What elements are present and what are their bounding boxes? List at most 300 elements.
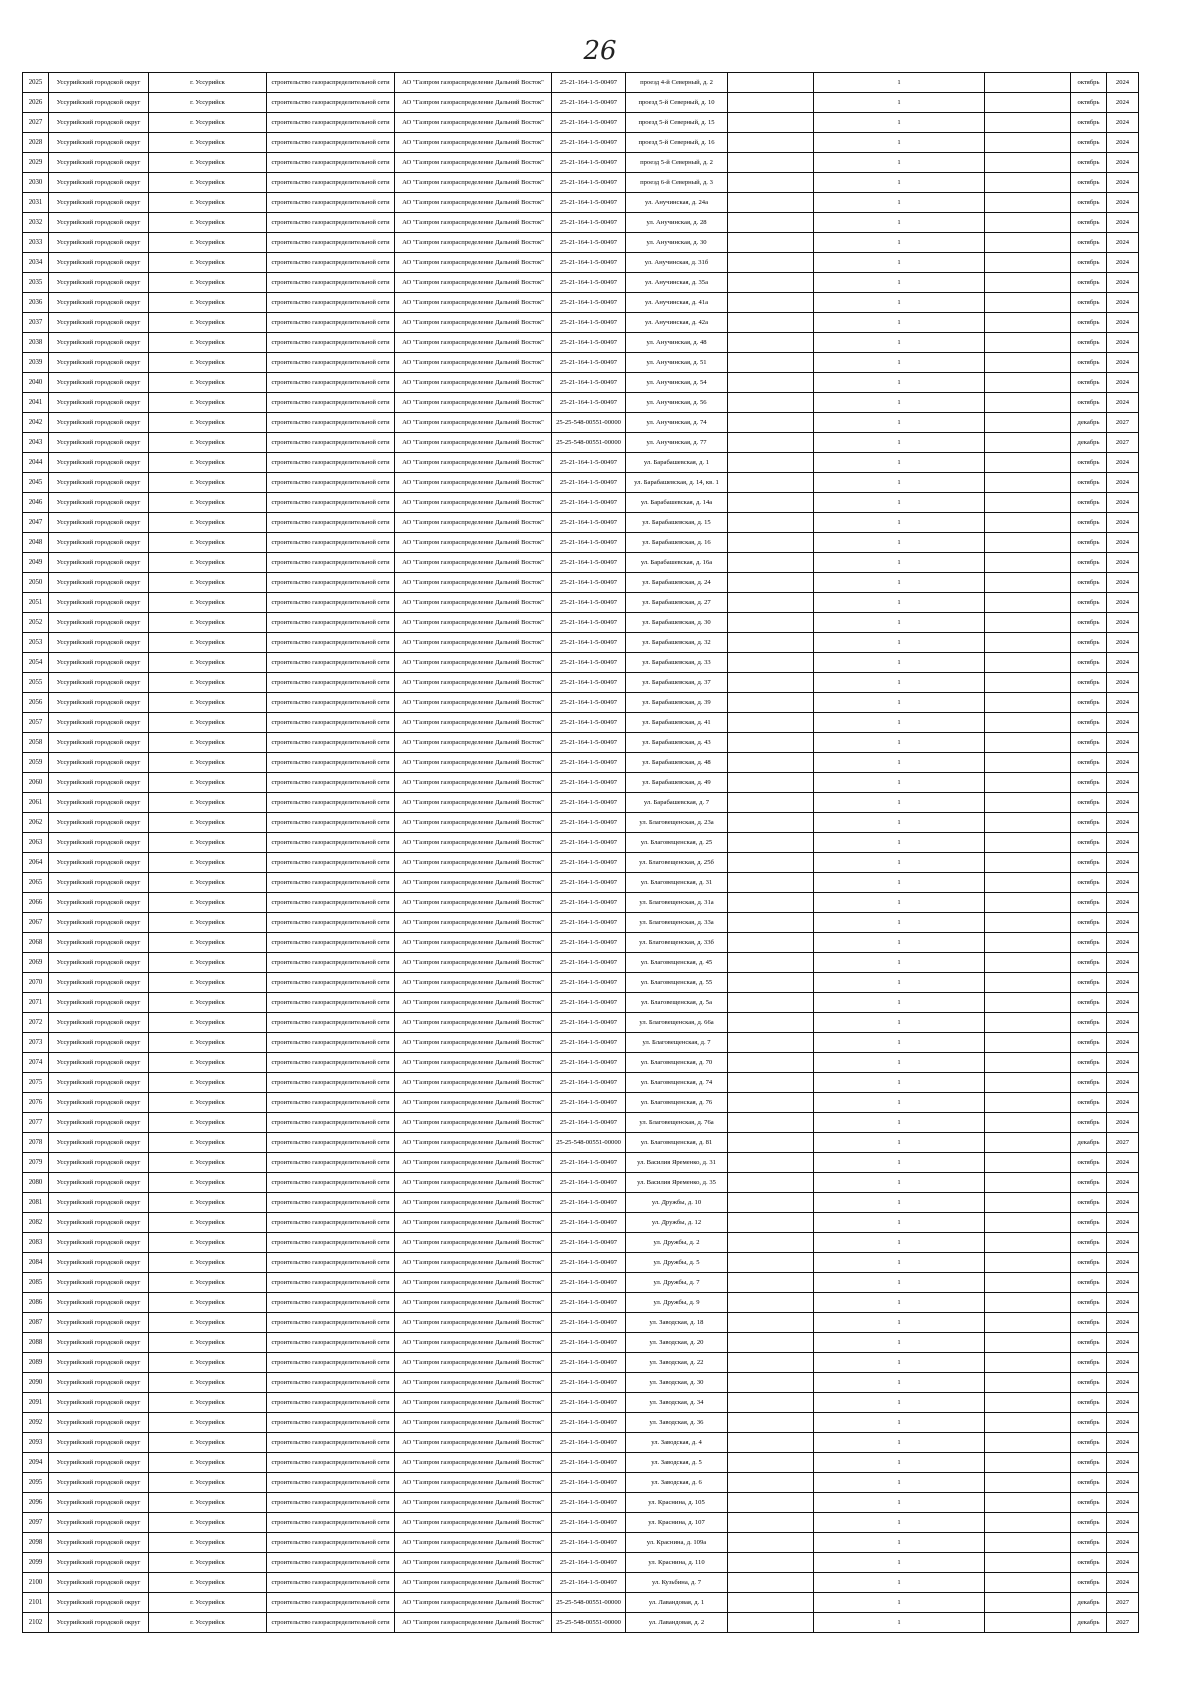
object-count-cell: 1 bbox=[814, 873, 985, 893]
empty-cell bbox=[985, 1053, 1071, 1073]
address-cell: ул. Барабашевская, д. 16 bbox=[626, 533, 728, 553]
operator-cell: АО "Газпром газораспределение Дальний Восток" bbox=[395, 153, 552, 173]
municipality-cell: Уссурийский городской округ bbox=[49, 193, 149, 213]
empty-cell bbox=[728, 793, 814, 813]
year-cell: 2024 bbox=[1107, 593, 1139, 613]
row-number: 2060 bbox=[23, 773, 49, 793]
operator-cell: АО "Газпром газораспределение Дальний Восток" bbox=[395, 573, 552, 593]
registration-number-cell: 25-21-164-1-5-00497 bbox=[552, 353, 626, 373]
operator-cell: АО "Газпром газораспределение Дальний Восток" bbox=[395, 393, 552, 413]
registration-number-cell: 25-21-164-1-5-00497 bbox=[552, 193, 626, 213]
municipality-cell: Уссурийский городской округ bbox=[49, 233, 149, 253]
municipality-cell: Уссурийский городской округ bbox=[49, 153, 149, 173]
object-count-cell: 1 bbox=[814, 1053, 985, 1073]
city-cell: г. Уссурийск bbox=[149, 1433, 267, 1453]
month-cell: октябрь bbox=[1071, 1153, 1107, 1173]
empty-cell bbox=[728, 633, 814, 653]
year-cell: 2024 bbox=[1107, 393, 1139, 413]
work-type-cell: строительство газораспределительной сети bbox=[267, 1473, 395, 1493]
month-cell: октябрь bbox=[1071, 993, 1107, 1013]
table-row bbox=[23, 953, 1139, 973]
operator-cell: АО "Газпром газораспределение Дальний Восток" bbox=[395, 813, 552, 833]
operator-cell: АО "Газпром газораспределение Дальний Восток" bbox=[395, 1413, 552, 1433]
city-cell: г. Уссурийск bbox=[149, 1153, 267, 1173]
registration-number-cell: 25-25-548-00551-00000 bbox=[552, 433, 626, 453]
registration-number-cell: 25-21-164-1-5-00497 bbox=[552, 113, 626, 133]
empty-cell bbox=[985, 213, 1071, 233]
address-cell: ул. Лавандовая, д. 1 bbox=[626, 1593, 728, 1613]
year-cell: 2027 bbox=[1107, 433, 1139, 453]
empty-cell bbox=[985, 1493, 1071, 1513]
work-type-cell: строительство газораспределительной сети bbox=[267, 853, 395, 873]
table-row bbox=[23, 1353, 1139, 1373]
work-type-cell: строительство газораспределительной сети bbox=[267, 1513, 395, 1533]
month-cell: октябрь bbox=[1071, 493, 1107, 513]
municipality-cell: Уссурийский городской округ bbox=[49, 1493, 149, 1513]
object-count-cell: 1 bbox=[814, 533, 985, 553]
year-cell: 2024 bbox=[1107, 1493, 1139, 1513]
row-number: 2059 bbox=[23, 753, 49, 773]
year-cell: 2024 bbox=[1107, 73, 1139, 93]
city-cell: г. Уссурийск bbox=[149, 1393, 267, 1413]
month-cell: октябрь bbox=[1071, 333, 1107, 353]
operator-cell: АО "Газпром газораспределение Дальний Восток" bbox=[395, 1093, 552, 1113]
empty-cell bbox=[985, 473, 1071, 493]
work-type-cell: строительство газораспределительной сети bbox=[267, 1113, 395, 1133]
operator-cell: АО "Газпром газораспределение Дальний Восток" bbox=[395, 553, 552, 573]
municipality-cell: Уссурийский городской округ bbox=[49, 1513, 149, 1533]
empty-cell bbox=[728, 1613, 814, 1633]
table-row bbox=[23, 1453, 1139, 1473]
municipality-cell: Уссурийский городской округ bbox=[49, 553, 149, 573]
registration-number-cell: 25-21-164-1-5-00497 bbox=[552, 1493, 626, 1513]
work-type-cell: строительство газораспределительной сети bbox=[267, 813, 395, 833]
municipality-cell: Уссурийский городской округ bbox=[49, 433, 149, 453]
month-cell: октябрь bbox=[1071, 973, 1107, 993]
municipality-cell: Уссурийский городской округ bbox=[49, 813, 149, 833]
municipality-cell: Уссурийский городской округ bbox=[49, 1193, 149, 1213]
work-type-cell: строительство газораспределительной сети bbox=[267, 753, 395, 773]
year-cell: 2024 bbox=[1107, 353, 1139, 373]
empty-cell bbox=[728, 893, 814, 913]
registration-number-cell: 25-25-548-00551-00000 bbox=[552, 1133, 626, 1153]
year-cell: 2024 bbox=[1107, 533, 1139, 553]
month-cell: октябрь bbox=[1071, 533, 1107, 553]
municipality-cell: Уссурийский городской округ bbox=[49, 773, 149, 793]
city-cell: г. Уссурийск bbox=[149, 973, 267, 993]
empty-cell bbox=[728, 1253, 814, 1273]
operator-cell: АО "Газпром газораспределение Дальний Восток" bbox=[395, 1553, 552, 1573]
year-cell: 2024 bbox=[1107, 1053, 1139, 1073]
row-number: 2098 bbox=[23, 1533, 49, 1553]
row-number: 2047 bbox=[23, 513, 49, 533]
year-cell: 2024 bbox=[1107, 113, 1139, 133]
year-cell: 2024 bbox=[1107, 273, 1139, 293]
registration-number-cell: 25-21-164-1-5-00497 bbox=[552, 333, 626, 353]
table-row bbox=[23, 1513, 1139, 1533]
city-cell: г. Уссурийск bbox=[149, 633, 267, 653]
municipality-cell: Уссурийский городской округ bbox=[49, 313, 149, 333]
municipality-cell: Уссурийский городской округ bbox=[49, 933, 149, 953]
city-cell: г. Уссурийск bbox=[149, 133, 267, 153]
row-number: 2082 bbox=[23, 1213, 49, 1233]
registration-number-cell: 25-21-164-1-5-00497 bbox=[552, 1353, 626, 1373]
year-cell: 2024 bbox=[1107, 953, 1139, 973]
work-type-cell: строительство газораспределительной сети bbox=[267, 1093, 395, 1113]
row-number: 2056 bbox=[23, 693, 49, 713]
month-cell: октябрь bbox=[1071, 1213, 1107, 1233]
city-cell: г. Уссурийск bbox=[149, 273, 267, 293]
city-cell: г. Уссурийск bbox=[149, 293, 267, 313]
municipality-cell: Уссурийский городской округ bbox=[49, 833, 149, 853]
object-count-cell: 1 bbox=[814, 1173, 985, 1193]
empty-cell bbox=[728, 1073, 814, 1093]
registration-number-cell: 25-25-548-00551-00000 bbox=[552, 1593, 626, 1613]
address-cell: ул. Благовещенская, д. 25 bbox=[626, 833, 728, 853]
empty-cell bbox=[728, 1093, 814, 1113]
year-cell: 2024 bbox=[1107, 1093, 1139, 1113]
table-row bbox=[23, 1013, 1139, 1033]
year-cell: 2024 bbox=[1107, 93, 1139, 113]
empty-cell bbox=[985, 293, 1071, 313]
operator-cell: АО "Газпром газораспределение Дальний Восток" bbox=[395, 173, 552, 193]
row-number: 2064 bbox=[23, 853, 49, 873]
year-cell: 2024 bbox=[1107, 1313, 1139, 1333]
registration-number-cell: 25-21-164-1-5-00497 bbox=[552, 1193, 626, 1213]
table-row bbox=[23, 233, 1139, 253]
work-type-cell: строительство газораспределительной сети bbox=[267, 313, 395, 333]
object-count-cell: 1 bbox=[814, 353, 985, 373]
registration-number-cell: 25-21-164-1-5-00497 bbox=[552, 1553, 626, 1573]
municipality-cell: Уссурийский городской округ bbox=[49, 633, 149, 653]
empty-cell bbox=[985, 913, 1071, 933]
row-number: 2053 bbox=[23, 633, 49, 653]
address-cell: ул. Барабашевская, д. 16а bbox=[626, 553, 728, 573]
table-row bbox=[23, 333, 1139, 353]
municipality-cell: Уссурийский городской округ bbox=[49, 1173, 149, 1193]
registration-number-cell: 25-21-164-1-5-00497 bbox=[552, 1513, 626, 1533]
registration-number-cell: 25-21-164-1-5-00497 bbox=[552, 393, 626, 413]
empty-cell bbox=[728, 1293, 814, 1313]
year-cell: 2024 bbox=[1107, 253, 1139, 273]
row-number: 2048 bbox=[23, 533, 49, 553]
address-cell: ул. Заводская, д. 5 bbox=[626, 1453, 728, 1473]
operator-cell: АО "Газпром газораспределение Дальний Восток" bbox=[395, 1433, 552, 1453]
object-count-cell: 1 bbox=[814, 993, 985, 1013]
operator-cell: АО "Газпром газораспределение Дальний Восток" bbox=[395, 1013, 552, 1033]
row-number: 2037 bbox=[23, 313, 49, 333]
city-cell: г. Уссурийск bbox=[149, 1593, 267, 1613]
work-type-cell: строительство газораспределительной сети bbox=[267, 873, 395, 893]
work-type-cell: строительство газораспределительной сети bbox=[267, 393, 395, 413]
address-cell: ул. Заводская, д. 20 bbox=[626, 1333, 728, 1353]
row-number: 2063 bbox=[23, 833, 49, 853]
month-cell: октябрь bbox=[1071, 1553, 1107, 1573]
year-cell: 2024 bbox=[1107, 313, 1139, 333]
month-cell: октябрь bbox=[1071, 1473, 1107, 1493]
address-cell: ул. Барабашевская, д. 33 bbox=[626, 653, 728, 673]
year-cell: 2024 bbox=[1107, 633, 1139, 653]
table-row bbox=[23, 753, 1139, 773]
address-cell: ул. Анучинская, д. 54 bbox=[626, 373, 728, 393]
city-cell: г. Уссурийск bbox=[149, 1233, 267, 1253]
municipality-cell: Уссурийский городской округ bbox=[49, 1553, 149, 1573]
operator-cell: АО "Газпром газораспределение Дальний Восток" bbox=[395, 1213, 552, 1233]
city-cell: г. Уссурийск bbox=[149, 813, 267, 833]
table-row bbox=[23, 313, 1139, 333]
row-number: 2085 bbox=[23, 1273, 49, 1293]
row-number: 2080 bbox=[23, 1173, 49, 1193]
object-count-cell: 1 bbox=[814, 1613, 985, 1633]
object-count-cell: 1 bbox=[814, 793, 985, 813]
empty-cell bbox=[985, 1073, 1071, 1093]
month-cell: октябрь bbox=[1071, 253, 1107, 273]
month-cell: октябрь bbox=[1071, 1173, 1107, 1193]
operator-cell: АО "Газпром газораспределение Дальний Восток" bbox=[395, 473, 552, 493]
address-cell: ул. Барабашевская, д. 32 bbox=[626, 633, 728, 653]
year-cell: 2024 bbox=[1107, 1433, 1139, 1453]
registration-number-cell: 25-21-164-1-5-00497 bbox=[552, 373, 626, 393]
empty-cell bbox=[985, 273, 1071, 293]
address-cell: ул. Благовещенская, д. 81 bbox=[626, 1133, 728, 1153]
month-cell: декабрь bbox=[1071, 413, 1107, 433]
row-number: 2041 bbox=[23, 393, 49, 413]
row-number: 2095 bbox=[23, 1473, 49, 1493]
municipality-cell: Уссурийский городской округ bbox=[49, 573, 149, 593]
operator-cell: АО "Газпром газораспределение Дальний Восток" bbox=[395, 713, 552, 733]
municipality-cell: Уссурийский городской округ bbox=[49, 1533, 149, 1553]
month-cell: октябрь bbox=[1071, 513, 1107, 533]
year-cell: 2027 bbox=[1107, 1613, 1139, 1633]
year-cell: 2024 bbox=[1107, 373, 1139, 393]
month-cell: октябрь bbox=[1071, 773, 1107, 793]
work-type-cell: строительство газораспределительной сети bbox=[267, 153, 395, 173]
empty-cell bbox=[985, 733, 1071, 753]
city-cell: г. Уссурийск bbox=[149, 353, 267, 373]
operator-cell: АО "Газпром газораспределение Дальний Восток" bbox=[395, 353, 552, 373]
city-cell: г. Уссурийск bbox=[149, 1273, 267, 1293]
table-row bbox=[23, 1533, 1139, 1553]
city-cell: г. Уссурийск bbox=[149, 553, 267, 573]
table-row bbox=[23, 1033, 1139, 1053]
empty-cell bbox=[985, 613, 1071, 633]
municipality-cell: Уссурийский городской округ bbox=[49, 913, 149, 933]
empty-cell bbox=[728, 173, 814, 193]
empty-cell bbox=[985, 253, 1071, 273]
month-cell: октябрь bbox=[1071, 1393, 1107, 1413]
city-cell: г. Уссурийск bbox=[149, 593, 267, 613]
work-type-cell: строительство газораспределительной сети bbox=[267, 413, 395, 433]
empty-cell bbox=[985, 953, 1071, 973]
empty-cell bbox=[985, 1193, 1071, 1213]
empty-cell bbox=[728, 133, 814, 153]
row-number: 2038 bbox=[23, 333, 49, 353]
table-row bbox=[23, 893, 1139, 913]
work-type-cell: строительство газораспределительной сети bbox=[267, 973, 395, 993]
object-count-cell: 1 bbox=[814, 373, 985, 393]
year-cell: 2024 bbox=[1107, 753, 1139, 773]
year-cell: 2024 bbox=[1107, 333, 1139, 353]
month-cell: октябрь bbox=[1071, 933, 1107, 953]
object-count-cell: 1 bbox=[814, 233, 985, 253]
address-cell: ул. Барабашевская, д. 39 bbox=[626, 693, 728, 713]
row-number: 2030 bbox=[23, 173, 49, 193]
empty-cell bbox=[985, 133, 1071, 153]
registration-number-cell: 25-21-164-1-5-00497 bbox=[552, 1173, 626, 1193]
municipality-cell: Уссурийский городской округ bbox=[49, 213, 149, 233]
empty-cell bbox=[985, 1593, 1071, 1613]
address-cell: проезд 4-й Северный, д. 2 bbox=[626, 73, 728, 93]
city-cell: г. Уссурийск bbox=[149, 673, 267, 693]
operator-cell: АО "Газпром газораспределение Дальний Восток" bbox=[395, 1273, 552, 1293]
city-cell: г. Уссурийск bbox=[149, 1013, 267, 1033]
operator-cell: АО "Газпром газораспределение Дальний Восток" bbox=[395, 933, 552, 953]
operator-cell: АО "Газпром газораспределение Дальний Восток" bbox=[395, 1313, 552, 1333]
city-cell: г. Уссурийск bbox=[149, 373, 267, 393]
registration-number-cell: 25-21-164-1-5-00497 bbox=[552, 1073, 626, 1093]
registration-number-cell: 25-21-164-1-5-00497 bbox=[552, 773, 626, 793]
registration-number-cell: 25-21-164-1-5-00497 bbox=[552, 1053, 626, 1073]
address-cell: ул. Анучинская, д. 48 bbox=[626, 333, 728, 353]
object-count-cell: 1 bbox=[814, 893, 985, 913]
municipality-cell: Уссурийский городской округ bbox=[49, 653, 149, 673]
object-count-cell: 1 bbox=[814, 513, 985, 533]
city-cell: г. Уссурийск bbox=[149, 833, 267, 853]
municipality-cell: Уссурийский городской округ bbox=[49, 393, 149, 413]
empty-cell bbox=[728, 553, 814, 573]
work-type-cell: строительство газораспределительной сети bbox=[267, 1053, 395, 1073]
address-cell: ул. Барабашевская, д. 37 bbox=[626, 673, 728, 693]
row-number: 2043 bbox=[23, 433, 49, 453]
registration-number-cell: 25-21-164-1-5-00497 bbox=[552, 1113, 626, 1133]
operator-cell: АО "Газпром газораспределение Дальний Восток" bbox=[395, 893, 552, 913]
operator-cell: АО "Газпром газораспределение Дальний Восток" bbox=[395, 133, 552, 153]
object-count-cell: 1 bbox=[814, 693, 985, 713]
empty-cell bbox=[728, 1033, 814, 1053]
operator-cell: АО "Газпром газораспределение Дальний Восток" bbox=[395, 673, 552, 693]
work-type-cell: строительство газораспределительной сети bbox=[267, 913, 395, 933]
empty-cell bbox=[728, 1473, 814, 1493]
table-row bbox=[23, 1473, 1139, 1493]
year-cell: 2024 bbox=[1107, 1333, 1139, 1353]
empty-cell bbox=[728, 73, 814, 93]
table-row bbox=[23, 513, 1139, 533]
empty-cell bbox=[728, 1533, 814, 1553]
work-type-cell: строительство газораспределительной сети bbox=[267, 453, 395, 473]
empty-cell bbox=[985, 413, 1071, 433]
year-cell: 2024 bbox=[1107, 873, 1139, 893]
row-number: 2081 bbox=[23, 1193, 49, 1213]
month-cell: октябрь bbox=[1071, 1013, 1107, 1033]
year-cell: 2024 bbox=[1107, 293, 1139, 313]
city-cell: г. Уссурийск bbox=[149, 1493, 267, 1513]
object-count-cell: 1 bbox=[814, 1253, 985, 1273]
registration-number-cell: 25-21-164-1-5-00497 bbox=[552, 553, 626, 573]
row-number: 2079 bbox=[23, 1153, 49, 1173]
registration-number-cell: 25-21-164-1-5-00497 bbox=[552, 513, 626, 533]
row-number: 2077 bbox=[23, 1113, 49, 1133]
city-cell: г. Уссурийск bbox=[149, 933, 267, 953]
row-number: 2033 bbox=[23, 233, 49, 253]
municipality-cell: Уссурийский городской округ bbox=[49, 1253, 149, 1273]
empty-cell bbox=[728, 853, 814, 873]
row-number: 2070 bbox=[23, 973, 49, 993]
row-number: 2058 bbox=[23, 733, 49, 753]
month-cell: декабрь bbox=[1071, 1133, 1107, 1153]
empty-cell bbox=[728, 1133, 814, 1153]
work-type-cell: строительство газораспределительной сети bbox=[267, 1353, 395, 1373]
month-cell: октябрь bbox=[1071, 373, 1107, 393]
empty-cell bbox=[728, 393, 814, 413]
empty-cell bbox=[985, 893, 1071, 913]
registration-number-cell: 25-21-164-1-5-00497 bbox=[552, 313, 626, 333]
year-cell: 2024 bbox=[1107, 653, 1139, 673]
empty-cell bbox=[985, 653, 1071, 673]
municipality-cell: Уссурийский городской округ bbox=[49, 1373, 149, 1393]
empty-cell bbox=[728, 493, 814, 513]
table-row bbox=[23, 1593, 1139, 1613]
address-cell: ул. Барабашевская, д. 43 bbox=[626, 733, 728, 753]
row-number: 2083 bbox=[23, 1233, 49, 1253]
empty-cell bbox=[728, 653, 814, 673]
work-type-cell: строительство газораспределительной сети bbox=[267, 993, 395, 1013]
month-cell: октябрь bbox=[1071, 473, 1107, 493]
registration-number-cell: 25-21-164-1-5-00497 bbox=[552, 473, 626, 493]
year-cell: 2024 bbox=[1107, 1233, 1139, 1253]
object-count-cell: 1 bbox=[814, 393, 985, 413]
empty-cell bbox=[985, 1613, 1071, 1633]
row-number: 2090 bbox=[23, 1373, 49, 1393]
city-cell: г. Уссурийск bbox=[149, 653, 267, 673]
registration-number-cell: 25-21-164-1-5-00497 bbox=[552, 733, 626, 753]
object-count-cell: 1 bbox=[814, 293, 985, 313]
address-cell: ул. Барабашевская, д. 41 bbox=[626, 713, 728, 733]
operator-cell: АО "Газпром газораспределение Дальний Восток" bbox=[395, 453, 552, 473]
table-row bbox=[23, 673, 1139, 693]
registration-number-cell: 25-21-164-1-5-00497 bbox=[552, 1393, 626, 1413]
table-row bbox=[23, 733, 1139, 753]
work-type-cell: строительство газораспределительной сети bbox=[267, 1393, 395, 1413]
operator-cell: АО "Газпром газораспределение Дальний Восток" bbox=[395, 1173, 552, 1193]
month-cell: октябрь bbox=[1071, 813, 1107, 833]
empty-cell bbox=[728, 733, 814, 753]
empty-cell bbox=[985, 693, 1071, 713]
empty-cell bbox=[985, 1373, 1071, 1393]
operator-cell: АО "Газпром газораспределение Дальний Восток" bbox=[395, 1593, 552, 1613]
table-row bbox=[23, 393, 1139, 413]
address-cell: ул. Благовещенская, д. 45 bbox=[626, 953, 728, 973]
empty-cell bbox=[985, 633, 1071, 653]
object-count-cell: 1 bbox=[814, 833, 985, 853]
month-cell: октябрь bbox=[1071, 1113, 1107, 1133]
table-row bbox=[23, 1333, 1139, 1353]
city-cell: г. Уссурийск bbox=[149, 1553, 267, 1573]
registration-number-cell: 25-21-164-1-5-00497 bbox=[552, 713, 626, 733]
municipality-cell: Уссурийский городской округ bbox=[49, 333, 149, 353]
city-cell: г. Уссурийск bbox=[149, 893, 267, 913]
operator-cell: АО "Газпром газораспределение Дальний Восток" bbox=[395, 1613, 552, 1633]
month-cell: октябрь bbox=[1071, 1573, 1107, 1593]
empty-cell bbox=[728, 1573, 814, 1593]
empty-cell bbox=[985, 1433, 1071, 1453]
row-number: 2065 bbox=[23, 873, 49, 893]
address-cell: ул. Анучинская, д. 56 bbox=[626, 393, 728, 413]
empty-cell bbox=[985, 1553, 1071, 1573]
empty-cell bbox=[985, 933, 1071, 953]
city-cell: г. Уссурийск bbox=[149, 1253, 267, 1273]
work-type-cell: строительство газораспределительной сети bbox=[267, 613, 395, 633]
work-type-cell: строительство газораспределительной сети bbox=[267, 1213, 395, 1233]
